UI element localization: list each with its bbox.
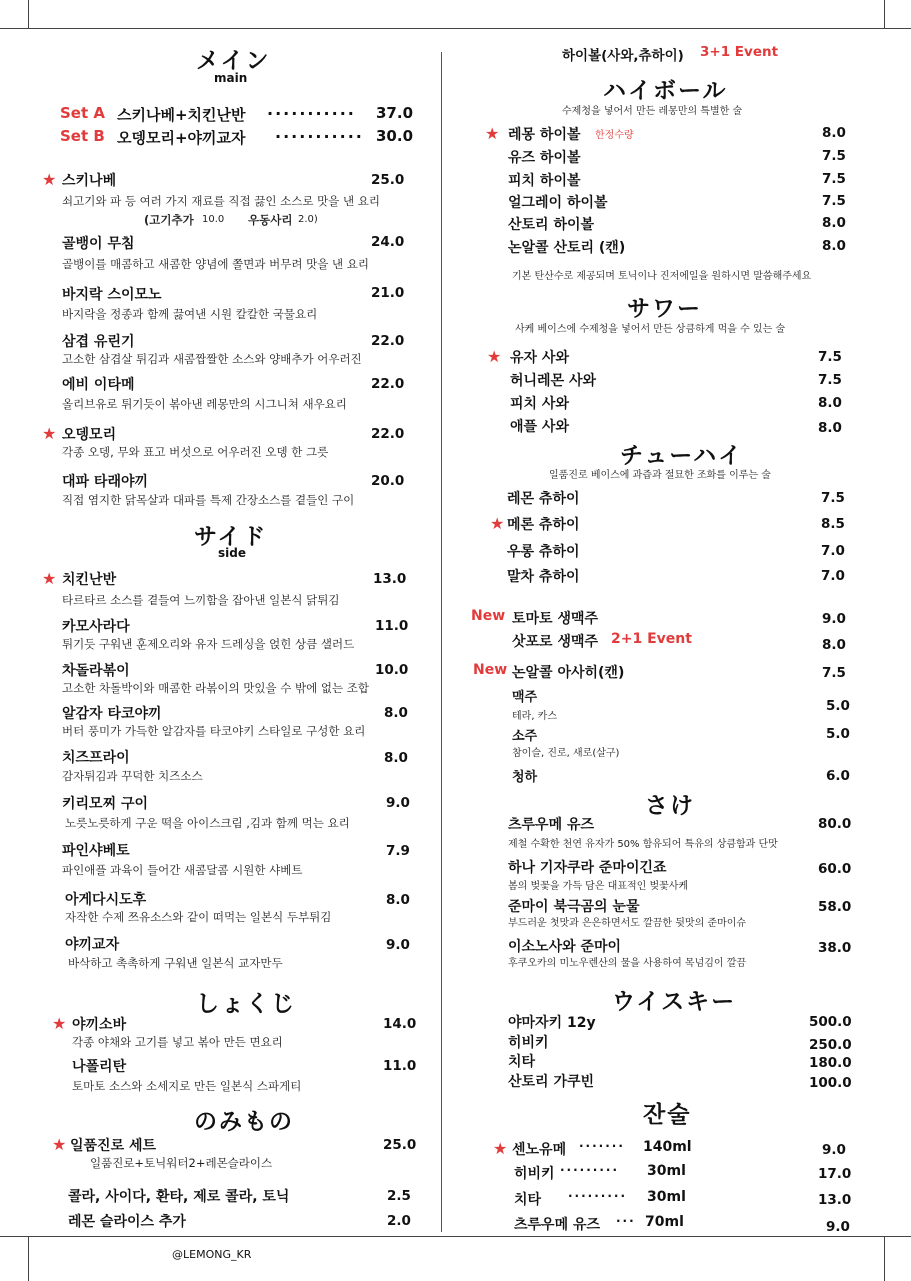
menu-item-name: 삼겹 유린기	[62, 334, 135, 350]
glass-volume: 30ml	[647, 1163, 686, 1179]
menu-item-name: 산토리 가쿠빈	[508, 1074, 595, 1090]
menu-item-name: 아게다시도후	[65, 892, 147, 908]
star-icon: ★	[52, 1135, 67, 1154]
menu-item-name: 츠루우메 유즈	[508, 817, 595, 833]
menu-item-name: 말차 츄하이	[507, 569, 580, 585]
menu-item-price: 8.5	[821, 516, 845, 532]
menu-item-price: 2.0	[387, 1213, 411, 1229]
menu-item-name: 피치 하이볼	[508, 173, 581, 189]
star-icon: ★	[487, 347, 502, 366]
menu-item-name: 알감자 타코야끼	[62, 706, 162, 722]
menu-item-price: 9.0	[822, 611, 846, 627]
menu-item-desc: 버터 풍미가 가득한 알감자를 타코야키 스타일로 구성한 요리	[62, 724, 366, 738]
dots: ·········	[560, 1163, 620, 1177]
menu-item-price: 7.0	[821, 543, 845, 559]
limited-tag: 한정수량	[595, 130, 634, 141]
section-title-sour: サワー	[627, 296, 702, 322]
menu-item-name: 오뎅모리	[62, 427, 117, 443]
menu-item-price: 22.0	[371, 376, 405, 392]
menu-item-desc: 일품진로+토닉워터2+레몬슬라이스	[90, 1156, 273, 1170]
menu-item-price: 10.0	[375, 662, 409, 678]
glass-volume: 140ml	[643, 1139, 692, 1155]
dots: ·········	[568, 1189, 628, 1203]
menu-item-name: 얼그레이 하이볼	[508, 195, 608, 211]
extra-meat-price: 10.0	[202, 214, 225, 225]
menu-item-desc: 고소한 삼겹살 튀김과 새콤짭짤한 소스와 양배추가 어우러진	[62, 352, 362, 366]
menu-item-desc: 타르타르 소스를 곁들여 느끼함을 잡아낸 일본식 닭튀김	[62, 593, 340, 607]
menu-item-desc: 제철 수확한 천연 유자가 50% 함유되어 특유의 상큼함과 단맛	[508, 839, 778, 850]
menu-item-name: 치즈프라이	[62, 750, 130, 766]
menu-item-price: 25.0	[371, 172, 405, 188]
menu-item-desc: 부드러운 첫맛과 은은하면서도 깔끔한 뒷맛의 준마이슈	[508, 918, 747, 929]
menu-item-price: 38.0	[818, 940, 852, 956]
menu-item-price: 7.9	[386, 843, 410, 859]
section-subtitle-side: side	[218, 546, 246, 560]
right-header-event: 3+1 Event	[700, 44, 779, 60]
beer-event: 2+1 Event	[611, 631, 692, 647]
menu-item-price: 5.0	[826, 698, 850, 714]
top-frame	[0, 0, 911, 28]
extra-meat-label: (고기추가	[144, 213, 194, 227]
glass-volume: 70ml	[645, 1214, 684, 1230]
menu-item-price: 250.0	[809, 1037, 852, 1053]
menu-item-name: 치타	[514, 1192, 542, 1208]
menu-item-name: 논알콜 아사히(캔)	[512, 665, 625, 681]
menu-item-name: 야끼교자	[65, 937, 120, 953]
section-title-shokuji: しょくじ	[196, 991, 296, 1017]
menu-item-name: 삿포로 생맥주	[512, 634, 599, 650]
glass-volume: 30ml	[647, 1189, 686, 1205]
menu-item-desc: 참이슬, 진로, 새로(살구)	[512, 748, 620, 759]
section-subtitle-main: main	[214, 71, 248, 85]
menu-item-price: 7.5	[822, 193, 846, 209]
menu-item-desc: 봄의 벚꽃을 가득 담은 대표적인 벚꽃사케	[508, 881, 689, 892]
star-icon: ★	[485, 124, 500, 143]
menu-item-name: 소주	[512, 729, 538, 744]
menu-item-price: 11.0	[383, 1058, 417, 1074]
menu-item-price: 7.5	[818, 372, 842, 388]
section-desc-chuhai: 일품진로 베이스에 과즙과 절묘한 조화를 이루는 술	[549, 470, 771, 481]
menu-item-name: 하나 기자쿠라 준마이긴죠	[508, 860, 667, 876]
menu-item-name: 허니레몬 사와	[510, 373, 597, 389]
star-icon: ★	[490, 514, 505, 533]
menu-item-name: 히비키	[508, 1035, 549, 1051]
set-b-name: 오뎅모리+야끼교자	[117, 129, 246, 147]
menu-item-price: 180.0	[809, 1055, 852, 1071]
section-title-side: サイド	[194, 524, 268, 550]
menu-item-name: 대파 타래야끼	[62, 474, 149, 490]
star-icon: ★	[493, 1139, 508, 1158]
menu-item-desc: 직접 염지한 닭목살과 대파를 특제 간장소스를 곁들인 구이	[62, 493, 355, 507]
menu-item-price: 58.0	[818, 899, 852, 915]
section-title-nomimono: のみもの	[194, 1109, 294, 1135]
menu-item-price: 8.0	[822, 215, 846, 231]
menu-item-name: 야마자키 12y	[508, 1015, 596, 1031]
menu-item-name: 일품진로 세트	[70, 1138, 157, 1154]
menu-item-price: 9.0	[386, 937, 410, 953]
menu-item-name: 애플 사와	[510, 419, 569, 435]
dots: ···	[616, 1214, 636, 1228]
section-desc-sour: 사케 베이스에 수제청을 넣어서 만든 상큼하게 먹을 수 있는 술	[515, 324, 786, 335]
menu-item-price: 100.0	[809, 1075, 852, 1091]
menu-item-price: 22.0	[371, 333, 405, 349]
menu-item-desc: 각종 오뎅, 무와 표고 버섯으로 어우러진 오뎅 한 그릇	[62, 445, 329, 459]
extra-udon-label: 우동사리	[248, 213, 293, 227]
menu-item-price: 9.0	[386, 795, 410, 811]
star-icon: ★	[42, 569, 57, 588]
menu-item-name: 피치 사와	[510, 396, 569, 412]
menu-item-name: 센노유메	[512, 1142, 567, 1158]
menu-item-desc: 쇠고기와 파 등 여러 가지 재료를 직접 끓인 소스로 맛을 낸 요리	[62, 194, 380, 208]
new-badge: New	[473, 662, 508, 678]
menu-item-name: 파인샤베토	[62, 843, 130, 859]
menu-item-price: 9.0	[822, 1142, 846, 1158]
menu-item-desc: 골뱅이를 매콤하고 새콤한 양념에 쫄면과 버무려 맛을 낸 요리	[62, 257, 369, 271]
menu-item-price: 2.5	[387, 1188, 411, 1204]
menu-item-price: 24.0	[371, 234, 405, 250]
section-title-main: メイン	[196, 48, 271, 74]
menu-item-name: 산토리 하이볼	[508, 217, 595, 233]
menu-item-desc: 바삭하고 촉촉하게 구워낸 일본식 교자만두	[68, 956, 283, 970]
section-desc-highball: 수제청을 넣어서 만든 레몽만의 특별한 술	[562, 106, 743, 117]
menu-item-name: 레몬 슬라이스 추가	[68, 1214, 186, 1230]
menu-item-desc: 올리브유로 튀기듯이 볶아낸 레몽만의 시그니쳐 새우요리	[62, 397, 347, 411]
menu-item-price: 14.0	[383, 1016, 417, 1032]
section-title-sake: さけ	[645, 793, 695, 819]
bottom-frame	[0, 1236, 911, 1237]
menu-item-price: 11.0	[375, 618, 409, 634]
menu-item-price: 8.0	[384, 750, 408, 766]
menu-item-price: 22.0	[371, 426, 405, 442]
menu-item-name: 청하	[512, 770, 538, 785]
menu-item-price: 7.5	[821, 490, 845, 506]
menu-item-price: 8.0	[822, 637, 846, 653]
menu-item-price: 17.0	[818, 1166, 852, 1182]
menu-item-name: 맥주	[512, 690, 538, 705]
menu-item-name: 준마이 북극곰의 눈물	[508, 899, 640, 915]
menu-item-price: 5.0	[826, 726, 850, 742]
menu-item-name: 에비 이타메	[62, 377, 135, 393]
set-a-price: 37.0	[376, 104, 414, 122]
menu-item-name: 유즈 하이볼	[508, 150, 581, 166]
section-title-whisky: ウイスキー	[612, 989, 737, 1015]
menu-item-desc: 튀기듯 구워낸 훈제오리와 유자 드레싱을 얹힌 상큼 샐러드	[62, 637, 355, 651]
extra-udon-price: 2.0)	[298, 214, 318, 225]
star-icon: ★	[42, 170, 57, 189]
menu-item-price: 7.5	[818, 349, 842, 365]
menu-item-name: 레몽 하이볼	[508, 127, 581, 143]
menu-item-name: 키리모찌 구이	[62, 796, 149, 812]
menu-item-name: 이소노사와 준마이	[508, 939, 622, 955]
menu-item-desc: 감자튀김과 꾸덕한 치즈소스	[62, 769, 203, 783]
menu-item-name: 바지락 스이모노	[62, 287, 162, 303]
menu-item-price: 13.0	[373, 571, 407, 587]
menu-item-desc: 노릇노릇하게 구운 떡을 아이스크림 ,김과 함께 먹는 요리	[65, 816, 350, 830]
menu-item-price: 8.0	[818, 420, 842, 436]
menu-item-name: 치킨난반	[62, 572, 117, 588]
star-icon: ★	[52, 1014, 67, 1033]
menu-item-price: 6.0	[826, 768, 850, 784]
menu-item-price: 8.0	[384, 705, 408, 721]
menu-item-price: 500.0	[809, 1014, 852, 1030]
menu-item-name: 치타	[508, 1054, 536, 1070]
menu-item-desc: 각종 야채와 고기를 넣고 볶아 만든 면요리	[72, 1035, 283, 1049]
footer-handle: @LEMONG_KR	[172, 1248, 252, 1261]
section-title-glass: 잔술	[643, 1102, 692, 1128]
menu-item-name: 스키나베	[62, 173, 117, 189]
menu-item-desc: 테라, 카스	[512, 711, 557, 722]
menu-item-price: 8.0	[386, 892, 410, 908]
menu-item-price: 8.0	[822, 125, 846, 141]
menu-item-price: 25.0	[383, 1137, 417, 1153]
section-title-chuhai: チューハイ	[620, 443, 744, 469]
menu-item-desc: 후쿠오카의 미노우렌산의 물을 사용하여 목넘김이 깔끔	[508, 958, 747, 969]
menu-item-price: 8.0	[818, 395, 842, 411]
menu-item-name: 우롱 츄하이	[507, 544, 580, 560]
set-b-dots: ···········	[275, 127, 364, 146]
menu-item-price: 60.0	[818, 861, 852, 877]
menu-item-price: 7.5	[822, 665, 846, 681]
set-b-label: Set B	[60, 127, 105, 145]
right-header-text: 하이볼(사와,츄하이)	[562, 48, 684, 64]
column-divider	[441, 52, 442, 1232]
menu-item-name: 레몬 츄하이	[507, 491, 580, 507]
menu-item-name: 골뱅이 무침	[62, 236, 135, 252]
star-icon: ★	[42, 424, 57, 443]
menu-item-name: 나폴리탄	[72, 1059, 127, 1075]
menu-item-price: 20.0	[371, 473, 405, 489]
set-a-dots: ···········	[267, 104, 356, 123]
menu-item-price: 80.0	[818, 816, 852, 832]
menu-item-price: 8.0	[822, 238, 846, 254]
menu-item-price: 7.5	[822, 148, 846, 164]
menu-item-desc: 바지락을 정종과 함께 끓여낸 시원 칼칼한 국물요리	[62, 307, 318, 321]
menu-item-price: 13.0	[818, 1192, 852, 1208]
menu-item-name: 츠루우메 유즈	[514, 1217, 601, 1233]
menu-item-name: 콜라, 사이다, 환타, 제로 콜라, 토닉	[68, 1189, 290, 1205]
set-a-name: 스키나베+치킨난반	[117, 106, 246, 124]
menu-item-price: 21.0	[371, 285, 405, 301]
menu-item-name: 야끼소바	[72, 1017, 127, 1033]
highball-note: 기본 탄산수로 제공되며 토닉이나 진저에일을 원하시면 말씀해주세요	[512, 271, 812, 282]
menu-item-name: 유자 사와	[510, 350, 569, 366]
menu-item-name: 논알콜 산토리 (캔)	[508, 240, 626, 256]
set-b-price: 30.0	[376, 127, 414, 145]
menu-item-price: 7.5	[822, 171, 846, 187]
menu-item-name: 토마토 생맥주	[512, 611, 599, 627]
menu-item-desc: 파인애플 과육이 들어간 새콤달콤 시원한 샤베트	[62, 863, 303, 877]
menu-item-desc: 토마토 소스와 소세지로 만든 일본식 스파게티	[72, 1079, 302, 1093]
dots: ·······	[579, 1139, 625, 1153]
menu-item-desc: 자작한 수제 쯔유소스와 같이 떠먹는 일본식 두부튀김	[65, 910, 332, 924]
menu-item-name: 카모사라다	[62, 619, 130, 635]
menu-item-price: 7.0	[821, 568, 845, 584]
menu-item-name: 히비키	[514, 1166, 555, 1182]
set-a-label: Set A	[60, 104, 105, 122]
new-badge: New	[471, 608, 506, 624]
section-title-highball: ハイボール	[603, 78, 728, 104]
menu-item-price: 9.0	[826, 1219, 850, 1235]
menu-item-desc: 고소한 차돌박이와 매콤한 라볶이의 맛있을 수 밖에 없는 조합	[62, 681, 369, 695]
menu-item-name: 차돌라볶이	[62, 663, 130, 679]
menu-item-name: 메론 츄하이	[507, 517, 580, 533]
